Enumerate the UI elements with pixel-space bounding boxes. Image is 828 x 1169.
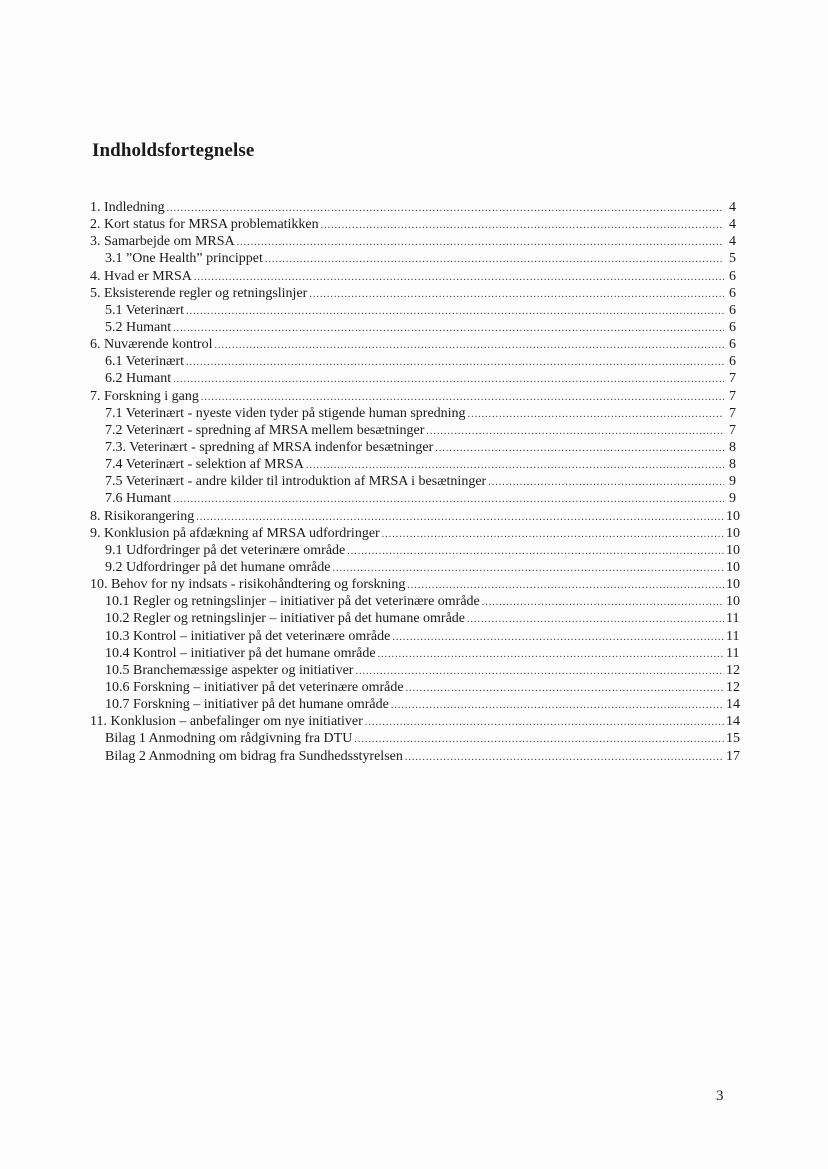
toc-leader-dots: [332, 560, 724, 577]
toc-entry-page: 6: [729, 337, 736, 353]
toc-leader-dots: [354, 731, 724, 748]
toc-leader-dots: [355, 663, 724, 680]
toc-leader-dots: [201, 389, 724, 406]
toc-leader-dots: [347, 543, 724, 560]
toc-entry: [90, 319, 736, 336]
toc-entry-page: 12: [726, 679, 740, 695]
toc-entry-label: 9.2 Udfordringer på det humane område: [105, 559, 331, 575]
toc-entry-page: 6: [729, 302, 736, 318]
toc-entry: [90, 713, 740, 730]
toc-entry: [90, 233, 736, 250]
toc-entry: [90, 696, 740, 713]
toc-entry-label: 6. Nuværende kontrol: [90, 337, 213, 353]
toc-leader-dots: [194, 269, 724, 286]
toc-entry: [90, 628, 740, 645]
toc-entry: [90, 610, 740, 627]
toc-leader-dots: [382, 526, 724, 543]
toc-entry: [90, 576, 740, 593]
toc-entry-label: 9.1 Udfordringer på det veterinære område: [105, 542, 346, 558]
toc-entry-label: 8. Risikorangering: [90, 508, 195, 524]
toc-leader-dots: [365, 714, 724, 731]
toc-entry-page: 6: [729, 285, 736, 301]
toc-entry-label: 10.5 Branchemæssige aspekter og initiativer: [105, 662, 354, 678]
toc-leader-dots: [306, 457, 724, 474]
toc-entry-label: 7.5 Veterinært - andre kilder til introduktion af MRSA i besætninger: [105, 474, 487, 490]
toc-leader-dots: [392, 629, 724, 646]
toc-entry-label: Bilag 2 Anmodning om bidrag fra Sundhedsstyrelsen: [105, 748, 403, 764]
toc-entry-label: 5.2 Humant: [105, 319, 172, 335]
toc-entry: [90, 508, 740, 525]
toc-leader-dots: [186, 303, 724, 320]
toc-entry-label: 7.1 Veterinært - nyeste viden tyder på stigende human spredning: [105, 405, 466, 421]
toc-entry: [90, 336, 736, 353]
toc-entry-page: 10: [726, 577, 740, 593]
toc-leader-dots: [426, 423, 724, 440]
toc-entry: [90, 302, 736, 319]
toc-entry-label: 7.6 Humant: [105, 491, 172, 507]
toc-entry-label: 5. Eksisterende regler og retningslinjer: [90, 285, 308, 301]
toc-leader-dots: [482, 594, 724, 611]
toc-entry: [90, 285, 736, 302]
toc-leader-dots: [405, 749, 724, 766]
toc-leader-dots: [173, 371, 724, 388]
toc-entry-label: 4. Hvad er MRSA: [90, 268, 192, 284]
toc-entry-label: 10.3 Kontrol – initiativer på det veterinære område: [105, 628, 391, 644]
toc-entry-label: 7.4 Veterinært - selektion af MRSA: [105, 457, 304, 473]
toc-entry-label: 7.2 Veterinært - spredning af MRSA mellem besætninger: [105, 422, 425, 438]
toc-leader-dots: [265, 251, 724, 268]
toc-entry-page: 10: [726, 525, 740, 541]
toc-leader-dots: [467, 611, 724, 628]
toc-entry-page: 7: [729, 388, 736, 404]
toc-entry-page: 10: [726, 594, 740, 610]
toc-entry-page: 10: [726, 559, 740, 575]
toc-title: Indholdsfortegnelse: [92, 140, 255, 161]
toc-entry: [90, 490, 736, 507]
toc-entry-page: 8: [729, 439, 736, 455]
toc-leader-dots: [468, 406, 724, 423]
toc-entry-page: 4: [729, 217, 736, 233]
toc-entry-page: 4: [729, 234, 736, 250]
toc-entry-page: 8: [729, 457, 736, 473]
toc-entry-label: 10.4 Kontrol – initiativer på det humane område: [105, 645, 376, 661]
toc-entry-label: 2. Kort status for MRSA problematikken: [90, 217, 319, 233]
toc-entry-page: 4: [729, 200, 736, 215]
toc-entry-page: 6: [729, 354, 736, 370]
toc-leader-dots: [321, 217, 724, 234]
toc-entry-page: 14: [726, 697, 740, 713]
toc-entry-label: 7.3. Veterinært - spredning af MRSA indenfor besætninger: [105, 439, 434, 455]
toc-entry: [90, 405, 736, 422]
toc-entry: [90, 593, 740, 610]
toc-entry-label: 6.1 Veterinært: [105, 354, 185, 370]
toc-entry-label: 10.7 Forskning – initiativer på det humane område: [105, 697, 389, 713]
toc-entry-label: 1. Indledning: [90, 200, 165, 215]
toc-entry-page: 10: [726, 542, 740, 558]
page-number: 3: [716, 1088, 724, 1104]
toc-entry-page: 9: [729, 491, 736, 507]
toc-entry-label: 3. Samarbejde om MRSA: [90, 234, 235, 250]
toc-entry-page: 6: [729, 268, 736, 284]
toc-leader-dots: [186, 354, 724, 371]
toc-entry: [90, 645, 740, 662]
toc-entry-page: 12: [726, 662, 740, 678]
toc-entry: [90, 250, 736, 267]
toc-entry-page: 6: [729, 319, 736, 335]
toc-entry-page: 7: [729, 422, 736, 438]
toc-leader-dots: [196, 509, 724, 526]
toc-leader-dots: [173, 320, 724, 337]
toc-leader-dots: [391, 697, 724, 714]
toc-entry: [90, 542, 740, 559]
toc-leader-dots: [378, 646, 724, 663]
toc-entry-page: 7: [729, 371, 736, 387]
toc-entry: [90, 370, 736, 387]
toc-leader-dots: [237, 234, 724, 251]
toc-entry-page: 5: [729, 251, 736, 267]
toc-entry: [90, 679, 740, 696]
toc-leader-dots: [488, 474, 724, 491]
toc-entry-page: 11: [726, 611, 740, 627]
toc-entry-page: 9: [729, 474, 736, 490]
toc-entry-page: 11: [726, 645, 740, 661]
table-of-contents: [90, 199, 740, 765]
toc-leader-dots: [214, 337, 724, 354]
toc-entry-label: 11. Konklusion – anbefalinger om nye initiativer: [90, 714, 363, 730]
toc-entry-page: 14: [726, 714, 740, 730]
toc-entry: [90, 199, 736, 216]
toc-entry: [90, 662, 740, 679]
toc-entry-page: 15: [726, 731, 740, 747]
toc-entry-page: 10: [726, 508, 740, 524]
toc-entry: [90, 473, 736, 490]
toc-entry-label: Bilag 1 Anmodning om rådgivning fra DTU: [105, 731, 353, 747]
toc-entry-page: 11: [726, 628, 740, 644]
toc-leader-dots: [309, 286, 724, 303]
toc-entry: [90, 748, 740, 765]
toc-entry-label: 10.2 Regler og retningslinjer – initiativer på det humane område: [105, 611, 466, 627]
toc-entry-label: 10. Behov for ny indsats - risikohåndtering og forskning: [90, 577, 406, 593]
toc-leader-dots: [435, 440, 724, 457]
toc-leader-dots: [173, 491, 724, 508]
toc-entry: [90, 439, 736, 456]
toc-entry-label: 5.1 Veterinært: [105, 302, 185, 318]
toc-leader-dots: [407, 577, 724, 594]
toc-entry: [90, 525, 740, 542]
toc-entry: [90, 456, 736, 473]
toc-leader-dots: [406, 680, 724, 697]
toc-leader-dots: [167, 200, 724, 217]
toc-entry: [90, 216, 736, 233]
toc-entry-label: 10.1 Regler og retningslinjer – initiativer på det veterinære område: [105, 594, 480, 610]
toc-entry: [90, 559, 740, 576]
toc-entry-label: 10.6 Forskning – initiativer på det veterinære område: [105, 679, 404, 695]
toc-entry-label: 3.1 ”One Health” princippet: [105, 251, 263, 267]
toc-entry-label: 9. Konklusion på afdækning af MRSA udfordringer: [90, 525, 380, 541]
toc-entry-page: 7: [729, 405, 736, 421]
toc-entry: [90, 730, 740, 747]
toc-entry-label: 6.2 Humant: [105, 371, 172, 387]
toc-entry: [90, 422, 736, 439]
toc-entry: [90, 388, 736, 405]
toc-entry: [90, 268, 736, 285]
toc-entry-label: 7. Forskning i gang: [90, 388, 199, 404]
toc-entry: [90, 353, 736, 370]
toc-entry-page: 17: [726, 748, 740, 764]
